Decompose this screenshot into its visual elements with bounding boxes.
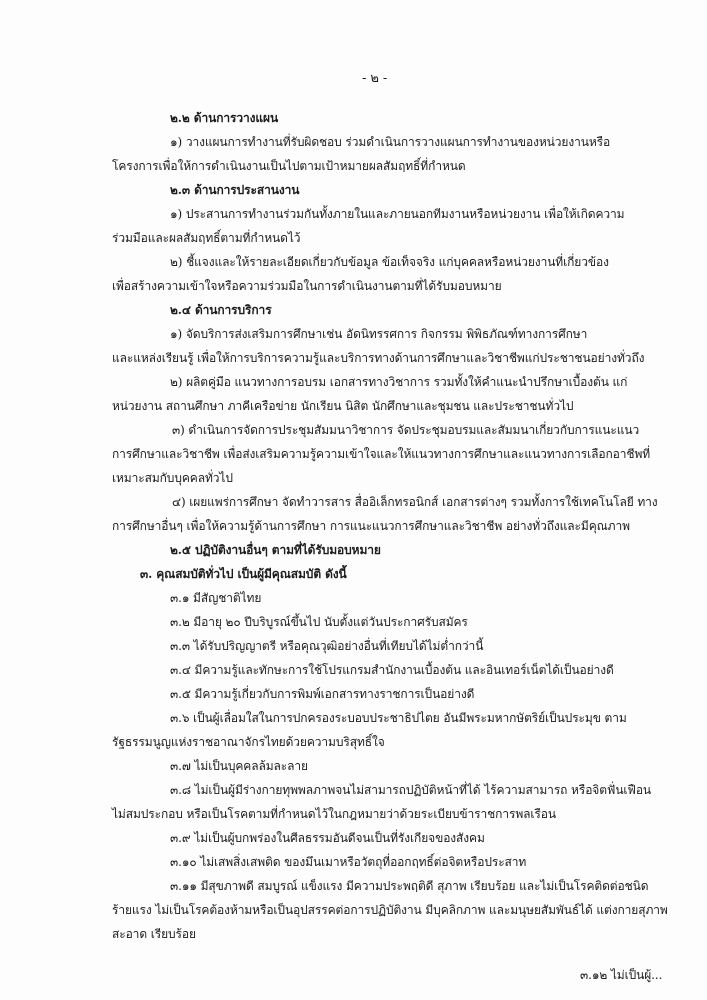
section-3-heading: ๓. คุณสมบัติทั่วไป เป็นผู้มีคุณสมบัติ ดังนี้: [140, 567, 347, 581]
section-2-3-item-1-cont: ร่วมมือและผลสัมฤทธิ์ตามที่กำหนดไว้: [112, 231, 301, 245]
section-2-4-item-1-cont: และแหล่งเรียนรู้ เพื่อให้การบริการความรู้และบริการทางด้านการศึกษาและวิชาชีพแก่ประชาชนอย่างทั่วถึง: [112, 351, 645, 365]
qualification-3-8: ๓.๘ ไม่เป็นผู้มีร่างกายทุพพลภาพจนไม่สามารถปฏิบัติหน้าที่ได้ ไร้ความสามารถ หรือจิตฟั่นเฟือน: [170, 783, 652, 797]
section-2-4-item-2: ๒) ผลิตคู่มือ แนวทางการอบรม เอกสารทางวิชาการ รวมทั้งให้คำแนะนำปรึกษาเบื้องต้น แก่: [170, 375, 628, 389]
qualification-3-10: ๓.๑๐ ไม่เสพสิ่งเสพติด ของมึนเมาหรือวัตถุที่ออกฤทธิ์ต่อจิตหรือประสาท: [170, 855, 527, 869]
page-number: - ๒ -: [362, 71, 388, 86]
section-2-3-item-2-cont: เพื่อสร้างความเข้าใจหรือความร่วมมือในการดำเนินงานตามที่ได้รับมอบหมาย: [112, 279, 502, 293]
qualification-3-11-cont-2: สะอาด เรียบร้อย: [112, 927, 196, 941]
qualification-3-8-cont: ไม่สมประกอบ หรือเป็นโรคตามที่กำหนดไว้ในกฎหมายว่าด้วยระเบียบข้าราชการพลเรือน: [112, 807, 556, 821]
section-2-2-item-1-cont: โครงการเพื่อให้การดำเนินงานเป็นไปตามเป้าหมายผลสัมฤทธิ์ที่กำหนด: [112, 159, 466, 173]
qualification-3-6: ๓.๖ เป็นผู้เลื่อมใสในการปกครองระบอบประชาธิปไตย อันมีพระมหากษัตริย์เป็นประมุข ตาม: [170, 711, 627, 725]
section-2-4-item-2-cont: หน่วยงาน สถานศึกษา ภาคีเครือข่าย นักเรียน นิสิต นักศึกษาและชุมชน และประชาชนทั่วไป: [112, 399, 574, 413]
section-2-2-item-1: ๑) วางแผนการทำงานที่รับผิดชอบ ร่วมดำเนินการวางแผนการทำงานของหน่วยงานหรือ: [170, 135, 611, 149]
qualification-3-3: ๓.๓ ได้รับปริญญาตรี หรือคุณวุฒิอย่างอื่นที่เทียบได้ไม่ต่ำกว่านี้: [170, 639, 484, 653]
qualification-3-4: ๓.๔ มีความรู้และทักษะการใช้โปรแกรมสำนักงานเบื้องต้น และอินเทอร์เน็ตได้เป็นอย่างดี: [170, 663, 614, 677]
qualification-3-1: ๓.๑ มีสัญชาติไทย: [170, 591, 262, 605]
qualification-3-6-cont: รัฐธรรมนูญแห่งราชอาณาจักรไทยด้วยความบริสุทธิ์ใจ: [112, 735, 385, 749]
qualification-3-5: ๓.๕ มีความรู้เกี่ยวกับการพิมพ์เอกสารทางราชการเป็นอย่างดี: [170, 687, 475, 701]
qualification-3-11-cont: ร้ายแรง ไม่เป็นโรคต้องห้ามหรือเป็นอุปสรรคต่อการปฏิบัติงาน มีบุคลิกภาพ และมนุษยสัมพันธ์ได้ แต่งกายสุภาพ: [112, 903, 668, 917]
qualification-3-9: ๓.๙ ไม่เป็นผู้บกพร่องในศีลธรรมอันดีจนเป็นที่รังเกียจของสังคม: [170, 831, 485, 845]
qualification-3-2: ๓.๒ มีอายุ ๒๐ ปีบริบูรณ์ขึ้นไป นับตั้งแต่วันประกาศรับสมัคร: [170, 615, 468, 629]
section-2-3-heading: ๒.๓ ด้านการประสานงาน: [170, 183, 300, 197]
section-2-4-item-4-cont: การศึกษาอื่นๆ เพื่อให้ความรู้ด้านการศึกษา การแนะแนวการศึกษาและวิชาชีพ อย่างทั่วถึงและมีคุณภาพ: [112, 519, 630, 533]
section-2-4-item-4: ๔) เผยแพร่การศึกษา จัดทำวารสาร สื่ออิเล็กทรอนิกส์ เอกสารต่างๆ รวมทั้งการใช้เทคโนโลยี ทาง: [172, 495, 658, 509]
section-2-2-heading: ๒.๒ ด้านการวางแผน: [170, 111, 279, 125]
section-2-3-item-2: ๒) ชี้แจงและให้รายละเอียดเกี่ยวกับข้อมูล ข้อเท็จจริง แก่บุคคลหรือหน่วยงานที่เกี่ยวข้อง: [170, 255, 609, 269]
qualification-3-11: ๓.๑๑ มีสุขภาพดี สมบูรณ์ แข็งแรง มีความประพฤติดี สุภาพ เรียบร้อย และไม่เป็นโรคติดต่อชนิด: [170, 879, 649, 893]
qualification-3-7: ๓.๗ ไม่เป็นบุคคลล้มละลาย: [170, 759, 308, 773]
section-2-4-item-3-cont-2: เหมาะสมกับบุคคลทั่วไป: [112, 471, 233, 485]
section-2-5-heading: ๒.๕ ปฏิบัติงานอื่นๆ ตามที่ได้รับมอบหมาย: [170, 543, 381, 557]
section-2-4-item-3: ๓) ดำเนินการจัดการประชุมสัมมนาวิชาการ จัดประชุมอบรมและสัมมนาเกี่ยวกับการแนะแนว: [172, 423, 640, 437]
section-2-3-item-1: ๑) ประสานการทำงานร่วมกันทั้งภายในและภายนอกทีมงานหรือหน่วยงาน เพื่อให้เกิดความ: [170, 207, 625, 221]
continuation-note: ๓.๑๒ ไม่เป็นผู้...: [580, 968, 663, 982]
section-2-4-item-3-cont: การศึกษาและวิชาชีพ เพื่อส่งเสริมความรู้ความเข้าใจและให้แนวทางการศึกษาและแนวทางการเลือกอาชีพที่: [112, 447, 651, 461]
section-2-4-item-1: ๑) จัดบริการส่งเสริมการศึกษาเช่น อัดนิทรรศการ กิจกรรม พิพิธภัณฑ์ทางการศึกษา: [170, 327, 588, 341]
section-2-4-heading: ๒.๔ ด้านการบริการ: [170, 303, 272, 317]
